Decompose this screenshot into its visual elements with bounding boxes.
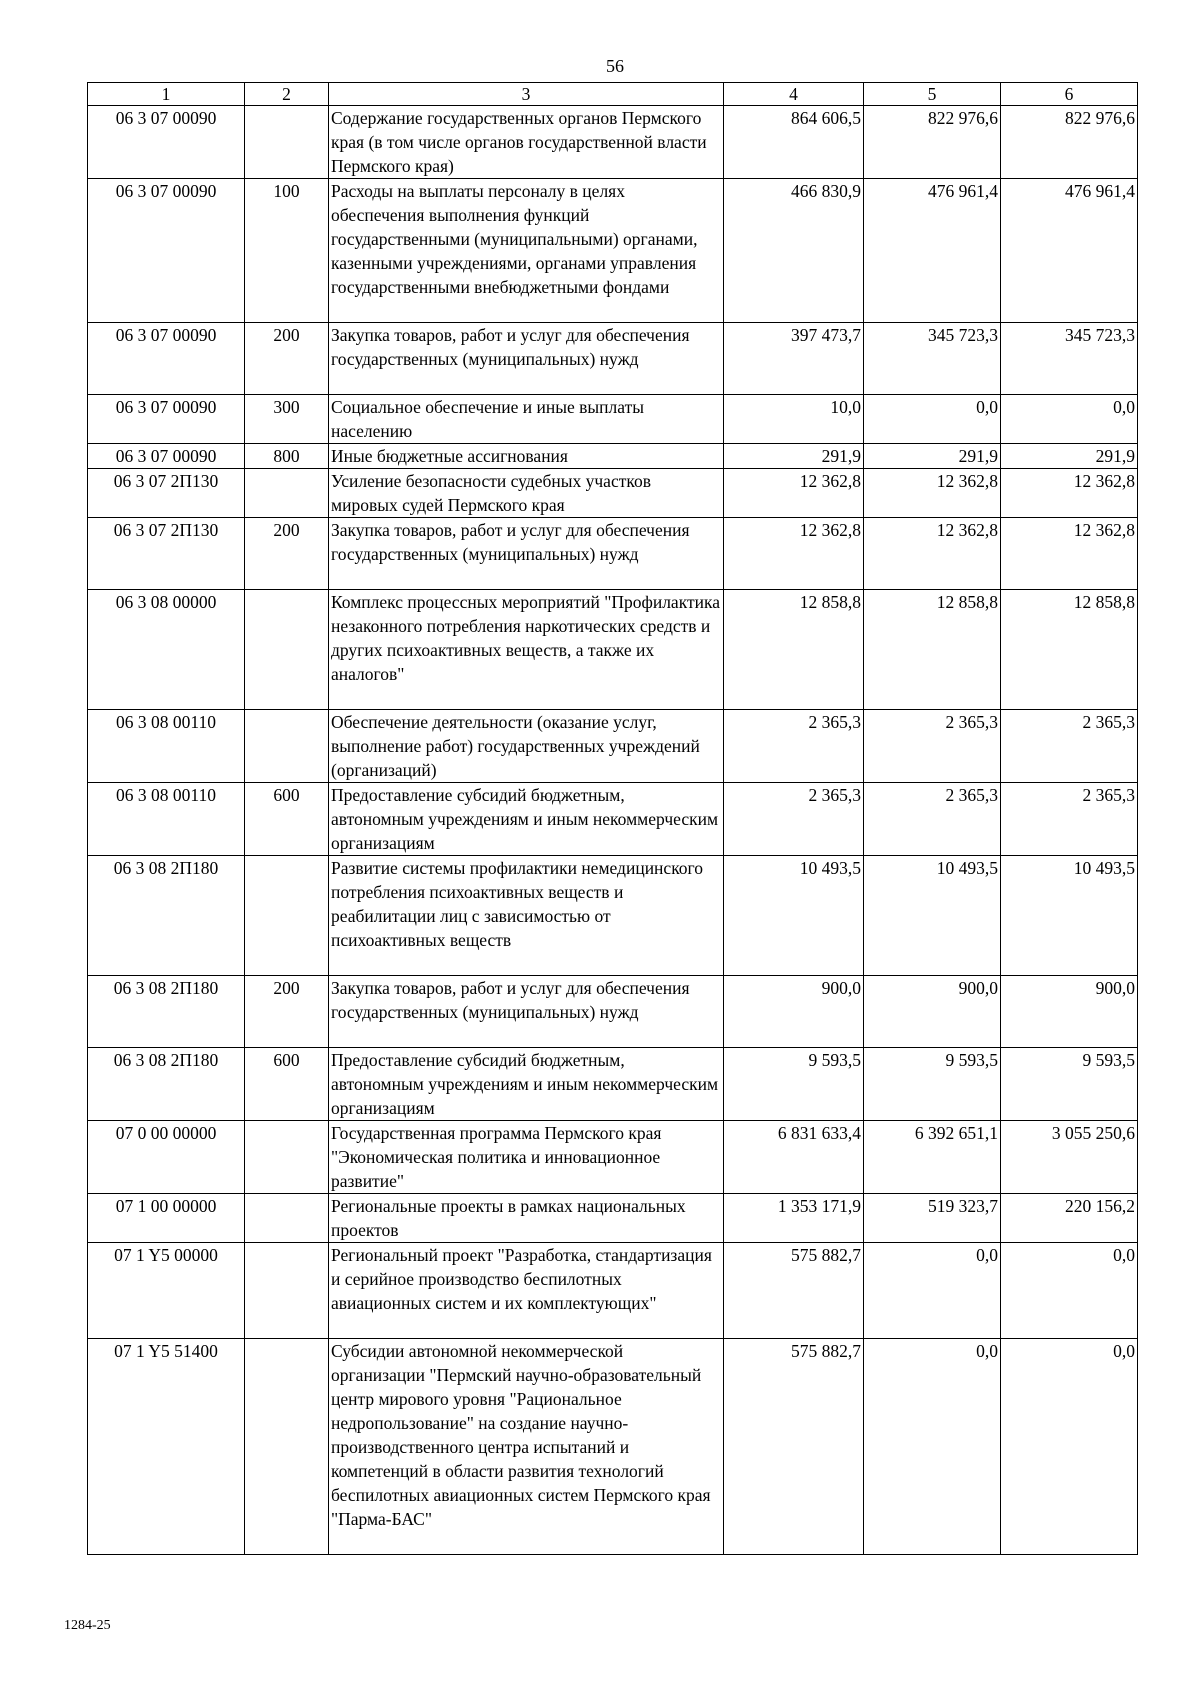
amount-col6: 2 365,3: [1001, 783, 1138, 856]
target-article-code: 06 3 07 00090: [88, 106, 245, 179]
target-article-code: 06 3 08 00000: [88, 590, 245, 710]
table-row: [88, 1121, 1138, 1194]
target-article-code: 06 3 08 2П180: [88, 856, 245, 976]
target-article-code: 06 3 07 2П130: [88, 469, 245, 518]
target-article-code: 06 3 08 2П180: [88, 1048, 245, 1121]
amount-col5: 6 392 651,1: [864, 1121, 1001, 1194]
expense-type-code: 600: [245, 783, 329, 856]
amount-col5: 12 362,8: [864, 518, 1001, 590]
row-description: Региональный проект "Разработка, стандартизация и серийное производство беспилотных авиационных систем и их комплектующих": [329, 1243, 724, 1339]
row-description: Региональные проекты в рамках национальных проектов: [329, 1194, 724, 1243]
amount-col4: 10 493,5: [724, 856, 864, 976]
amount-col6: 9 593,5: [1001, 1048, 1138, 1121]
amount-col6: 291,9: [1001, 444, 1138, 469]
amount-col6: 2 365,3: [1001, 710, 1138, 783]
row-description: Закупка товаров, работ и услуг для обеспечения государственных (муниципальных) нужд: [329, 518, 724, 590]
row-description: Субсидии автономной некоммерческой организации "Пермский научно-образовательный центр мирового уровня "Рациональное недропользование" на создание научно-производственного центра испытаний и компетенций в области развития технологий беспилотных авиационных систем Пермского края "Парма-БАС": [329, 1339, 724, 1555]
amount-col5: 822 976,6: [864, 106, 1001, 179]
column-header: 4: [724, 83, 864, 106]
amount-col6: 0,0: [1001, 1243, 1138, 1339]
target-article-code: 06 3 07 00090: [88, 323, 245, 395]
table-row: [88, 469, 1138, 518]
amount-col4: 12 362,8: [724, 469, 864, 518]
expense-type-code: [245, 1339, 329, 1555]
amount-col4: 466 830,9: [724, 179, 864, 323]
target-article-code: 07 1 Y5 51400: [88, 1339, 245, 1555]
amount-col4: 291,9: [724, 444, 864, 469]
expense-type-code: [245, 710, 329, 783]
document-code: 1284-25: [64, 1618, 111, 1633]
column-header: 1: [88, 83, 245, 106]
table-row: [88, 518, 1138, 590]
expense-type-code: [245, 1243, 329, 1339]
amount-col4: 900,0: [724, 976, 864, 1048]
table-row: [88, 395, 1138, 444]
target-article-code: 06 3 08 2П180: [88, 976, 245, 1048]
row-description: Предоставление субсидий бюджетным, автономным учреждениям и иным некоммерческим организациям: [329, 783, 724, 856]
expense-type-code: 600: [245, 1048, 329, 1121]
amount-col4: 397 473,7: [724, 323, 864, 395]
target-article-code: 06 3 08 00110: [88, 783, 245, 856]
table-row: [88, 1194, 1138, 1243]
amount-col5: 291,9: [864, 444, 1001, 469]
expense-type-code: [245, 469, 329, 518]
target-article-code: 06 3 07 00090: [88, 395, 245, 444]
amount-col6: 0,0: [1001, 1339, 1138, 1555]
table-row: [88, 590, 1138, 710]
column-header: 2: [245, 83, 329, 106]
table-row: [88, 444, 1138, 469]
table-row: [88, 1048, 1138, 1121]
amount-col6: 822 976,6: [1001, 106, 1138, 179]
amount-col5: 476 961,4: [864, 179, 1001, 323]
row-description: Государственная программа Пермского края "Экономическая политика и инновационное развитие": [329, 1121, 724, 1194]
expense-type-code: 100: [245, 179, 329, 323]
amount-col5: 345 723,3: [864, 323, 1001, 395]
target-article-code: 07 0 00 00000: [88, 1121, 245, 1194]
amount-col6: 10 493,5: [1001, 856, 1138, 976]
expense-type-code: 300: [245, 395, 329, 444]
table-row: [88, 1339, 1138, 1555]
amount-col5: 12 362,8: [864, 469, 1001, 518]
amount-col6: 900,0: [1001, 976, 1138, 1048]
expense-type-code: [245, 1194, 329, 1243]
amount-col4: 575 882,7: [724, 1243, 864, 1339]
row-description: Социальное обеспечение и иные выплаты населению: [329, 395, 724, 444]
amount-col5: 0,0: [864, 395, 1001, 444]
budget-table: [87, 82, 1138, 1555]
amount-col4: 864 606,5: [724, 106, 864, 179]
expense-type-code: [245, 856, 329, 976]
expense-type-code: [245, 106, 329, 179]
row-description: Закупка товаров, работ и услуг для обеспечения государственных (муниципальных) нужд: [329, 976, 724, 1048]
row-description: Обеспечение деятельности (оказание услуг, выполнение работ) государственных учреждений (организаций): [329, 710, 724, 783]
table-header-row: [88, 83, 1138, 106]
row-description: Предоставление субсидий бюджетным, автономным учреждениям и иным некоммерческим организациям: [329, 1048, 724, 1121]
row-description: Развитие системы профилактики немедицинского потребления психоактивных веществ и реабилитации лиц с зависимостью от психоактивных веществ: [329, 856, 724, 976]
target-article-code: 06 3 07 2П130: [88, 518, 245, 590]
table-row: [88, 106, 1138, 179]
amount-col6: 12 362,8: [1001, 518, 1138, 590]
amount-col4: 12 362,8: [724, 518, 864, 590]
target-article-code: 06 3 07 00090: [88, 179, 245, 323]
row-description: Содержание государственных органов Пермского края (в том числе органов государственной власти Пермского края): [329, 106, 724, 179]
amount-col5: 12 858,8: [864, 590, 1001, 710]
amount-col4: 6 831 633,4: [724, 1121, 864, 1194]
table-row: [88, 710, 1138, 783]
amount-col6: 0,0: [1001, 395, 1138, 444]
target-article-code: 07 1 00 00000: [88, 1194, 245, 1243]
amount-col6: 12 858,8: [1001, 590, 1138, 710]
row-description: Закупка товаров, работ и услуг для обеспечения государственных (муниципальных) нужд: [329, 323, 724, 395]
amount-col4: 9 593,5: [724, 1048, 864, 1121]
target-article-code: 06 3 07 00090: [88, 444, 245, 469]
table-row: [88, 323, 1138, 395]
expense-type-code: 800: [245, 444, 329, 469]
row-description: Расходы на выплаты персоналу в целях обеспечения выполнения функций государственными (муниципальными) органами, казенными учреждениями, органами управления государственными внебюджетными фондами: [329, 179, 724, 323]
amount-col6: 345 723,3: [1001, 323, 1138, 395]
amount-col5: 9 593,5: [864, 1048, 1001, 1121]
amount-col6: 3 055 250,6: [1001, 1121, 1138, 1194]
amount-col5: 0,0: [864, 1339, 1001, 1555]
table-row: [88, 783, 1138, 856]
amount-col4: 12 858,8: [724, 590, 864, 710]
table-row: [88, 976, 1138, 1048]
row-description: Усиление безопасности судебных участков мировых судей Пермского края: [329, 469, 724, 518]
table-row: [88, 179, 1138, 323]
amount-col4: 1 353 171,9: [724, 1194, 864, 1243]
amount-col5: 0,0: [864, 1243, 1001, 1339]
amount-col4: 10,0: [724, 395, 864, 444]
row-description: Комплекс процессных мероприятий "Профилактика незаконного потребления наркотических средств и других психоактивных веществ, а также их аналогов": [329, 590, 724, 710]
amount-col6: 12 362,8: [1001, 469, 1138, 518]
expense-type-code: 200: [245, 518, 329, 590]
amount-col4: 2 365,3: [724, 783, 864, 856]
expense-type-code: [245, 590, 329, 710]
amount-col6: 220 156,2: [1001, 1194, 1138, 1243]
amount-col5: 900,0: [864, 976, 1001, 1048]
page-number: 56: [606, 56, 624, 76]
amount-col5: 2 365,3: [864, 710, 1001, 783]
expense-type-code: [245, 1121, 329, 1194]
column-header: 6: [1001, 83, 1138, 106]
amount-col5: 2 365,3: [864, 783, 1001, 856]
column-header: 5: [864, 83, 1001, 106]
target-article-code: 07 1 Y5 00000: [88, 1243, 245, 1339]
amount-col4: 575 882,7: [724, 1339, 864, 1555]
amount-col6: 476 961,4: [1001, 179, 1138, 323]
column-header: 3: [329, 83, 724, 106]
table-row: [88, 856, 1138, 976]
target-article-code: 06 3 08 00110: [88, 710, 245, 783]
amount-col5: 519 323,7: [864, 1194, 1001, 1243]
amount-col4: 2 365,3: [724, 710, 864, 783]
table-row: [88, 1243, 1138, 1339]
expense-type-code: 200: [245, 323, 329, 395]
row-description: Иные бюджетные ассигнования: [329, 444, 724, 469]
expense-type-code: 200: [245, 976, 329, 1048]
amount-col5: 10 493,5: [864, 856, 1001, 976]
